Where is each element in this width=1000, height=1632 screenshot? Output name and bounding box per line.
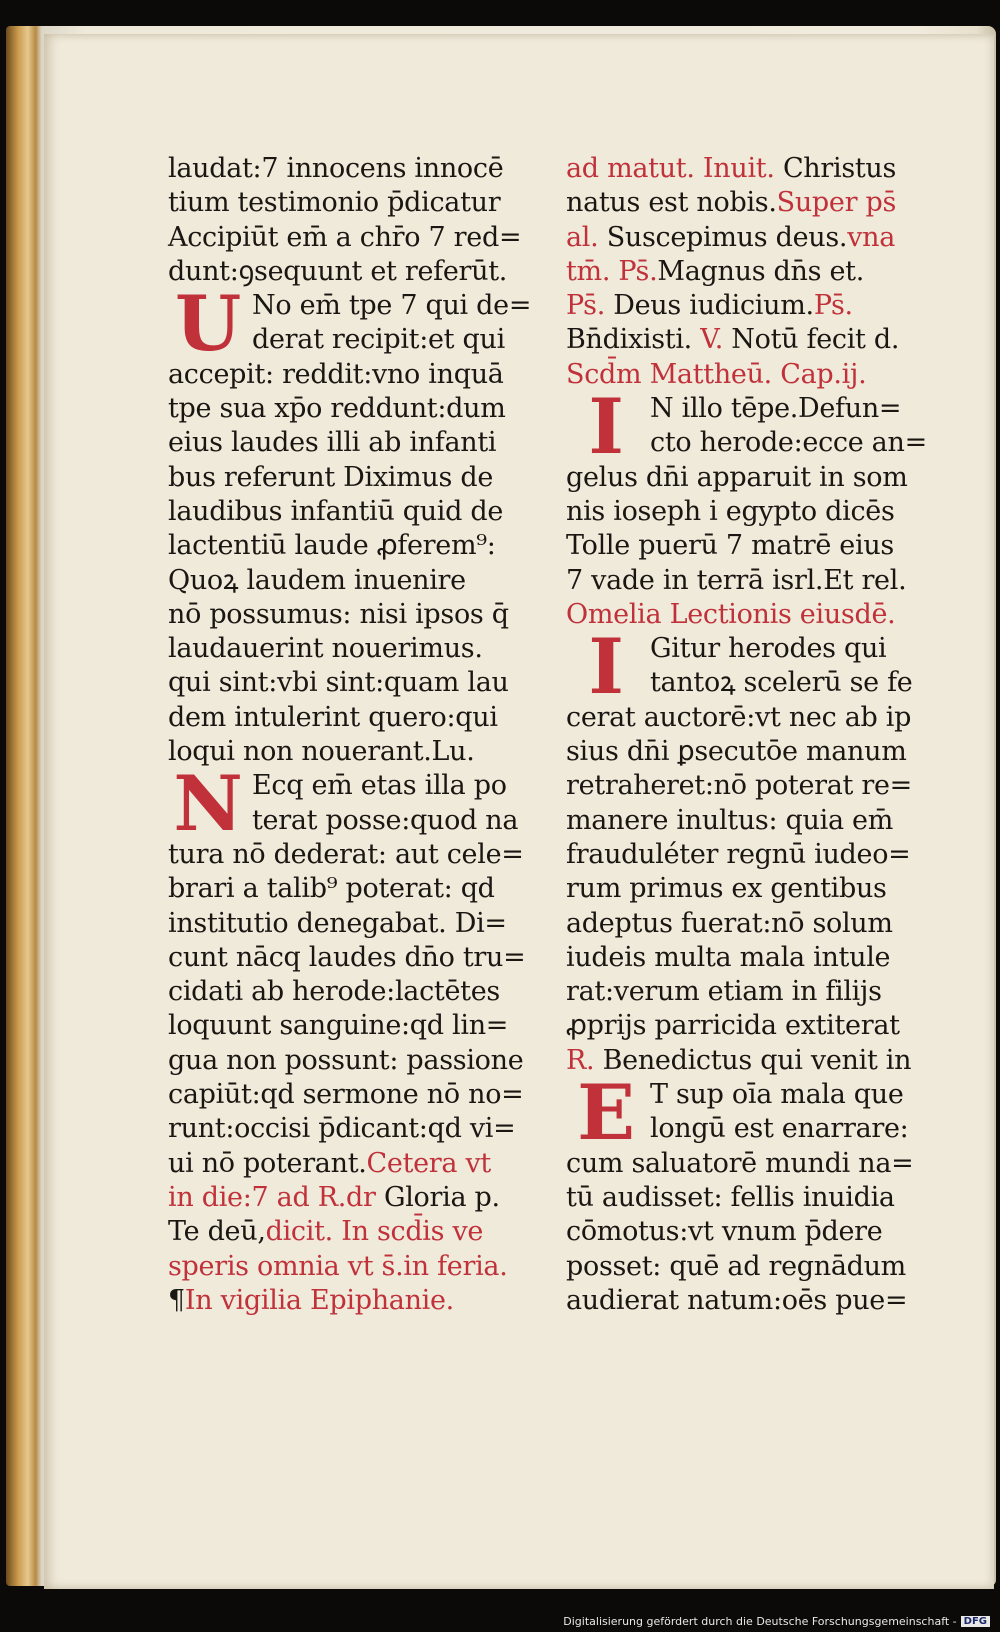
rubric-text: V. xyxy=(700,324,723,356)
initial-block xyxy=(566,1068,950,1158)
digitization-credit xyxy=(563,1615,990,1628)
rubric-text: ad matut. Inuit. xyxy=(566,153,775,184)
rubric-text: tm̄. Ps̄. xyxy=(566,255,658,287)
text-line: tium testimonio p̄dicatur xyxy=(168,187,501,219)
text-line: Ecq em̄ etas illa po xyxy=(252,770,507,802)
text-line-mixed xyxy=(566,1044,950,1078)
text-line: tantoꝝ scelerū se fe xyxy=(650,667,913,699)
text-line: No em̄ tpe 7 qui de= xyxy=(252,290,532,322)
text-line: sius dn̄i ꝑsecutōe manum xyxy=(566,736,907,768)
text-line: eius laudes illi ab infanti xyxy=(168,427,497,459)
text-line: bus referunt Diximus de xyxy=(168,461,494,493)
text-line: adeptus fuerat:nō solum xyxy=(566,907,893,939)
rubric-text: al. xyxy=(566,221,599,253)
text-line: institutio denegabat. Di= xyxy=(168,907,507,939)
rubric-text: dicit. In scd̄is ve xyxy=(265,1216,484,1248)
text-black: Deus iudicium. xyxy=(613,290,814,322)
text-line: qui sint:vbi sint:quam lau xyxy=(168,667,509,699)
text-line: derat recipit:et qui xyxy=(252,324,505,356)
rubric-text: Cetera vt xyxy=(366,1147,491,1179)
text-line: runt:occisi p̄dicant:qd vi= xyxy=(168,1113,516,1145)
text-line-mixed xyxy=(566,152,950,186)
text-line-mixed xyxy=(168,1215,546,1249)
text-line: laudauerint nouerimus. xyxy=(168,633,483,665)
text-line: loqui non nouerant.Lu. xyxy=(168,736,475,768)
red-initial: I xyxy=(588,382,624,472)
left-column xyxy=(168,152,546,1318)
text-line: posset: quē ad regnādum xyxy=(566,1250,906,1282)
text-line: tū audisset: fellis inuidia xyxy=(566,1181,895,1213)
dfg-logo: DFG xyxy=(961,1616,990,1627)
rubric-text: Super ps̄ xyxy=(776,187,897,219)
text-line-mixed xyxy=(566,221,950,255)
rubric-line: Omelia Lectionis eiusdē. xyxy=(566,598,896,630)
text-black: Notū fecit d. xyxy=(731,324,900,356)
text-line: gelus dn̄i apparuit in som xyxy=(566,461,908,493)
initial-block xyxy=(168,759,546,849)
text-line: Quoꝝ laudem inuenire xyxy=(168,564,466,596)
text-line: terat posse:quod na xyxy=(252,804,519,836)
text-line: Tolle puerū 7 matrē eius xyxy=(566,530,894,562)
text-line-mixed xyxy=(168,1181,546,1215)
text-line-mixed xyxy=(566,255,950,289)
text-black: Christus xyxy=(782,153,897,184)
initial-block xyxy=(566,622,950,712)
text-line: frauduléter regnū iudeo= xyxy=(566,838,911,870)
text-line: cto herode:ecce an= xyxy=(650,427,927,459)
rubric-text: in die:7 ad R.dr xyxy=(168,1181,376,1213)
text-line: dunt:ꝯsequunt et referūt. xyxy=(168,255,508,287)
text-line: ꝓprijs parricida extiterat xyxy=(566,1010,900,1042)
text-line: brari a talib⁹ poterat: qd xyxy=(168,873,495,905)
paragraph-mark: ¶ xyxy=(168,1284,185,1316)
rubric-text: R. xyxy=(566,1044,595,1076)
text-line: audierat natum:oēs pue= xyxy=(566,1284,908,1316)
text-line: Accipiūt em̄ a chr̄o 7 red= xyxy=(168,221,522,253)
text-line: accepit: reddit:vno inquā xyxy=(168,358,504,390)
text-line: lactentiū laude ꝓferem⁹: xyxy=(168,530,496,562)
text-black: ui nō poterant. xyxy=(168,1147,367,1179)
text-line: loquunt sanguine:qd lin= xyxy=(168,1010,509,1042)
text-line: dem intulerint quero:qui xyxy=(168,701,498,733)
text-line: manere inultus: quia em̄ xyxy=(566,804,894,836)
text-black: Magnus dn̄s et. xyxy=(657,255,864,287)
text-line: rum primus ex gentibus xyxy=(566,873,887,905)
rubric-text: vna xyxy=(847,221,896,253)
text-line: cum saluatorē mundi na= xyxy=(566,1147,914,1179)
text-line: nō possumus: nisi ipsos q̄ xyxy=(168,598,509,630)
text-line: T sup oīa mala que xyxy=(650,1079,904,1111)
text-black: Bn̄dixisti. xyxy=(566,324,692,356)
text-line: capiūt:qd sermone nō no= xyxy=(168,1079,524,1111)
text-line: laudat:7 innocens innocē xyxy=(168,153,504,184)
initial-block xyxy=(566,382,950,472)
red-initial: I xyxy=(588,622,624,712)
credit-text: Digitalisierung gefördert durch die Deutsche Forschungsgemeinschaft - xyxy=(563,1615,957,1628)
text-black: Gloria p. xyxy=(383,1181,500,1213)
rubric-line: Scd̄m Mattheū. Cap.ij. xyxy=(566,358,867,390)
text-line-mixed xyxy=(566,323,950,357)
text-line: tura nō dederat: aut cele= xyxy=(168,838,524,870)
text-line: nis ioseph i egypto dicēs xyxy=(566,495,895,527)
red-initial: E xyxy=(577,1068,635,1158)
text-line: cōmotus:vt vnum p̄dere xyxy=(566,1216,883,1248)
red-initial: N xyxy=(173,759,243,849)
text-line: rat:verum etiam in filijs xyxy=(566,976,882,1008)
text-line: longū est enarrare: xyxy=(650,1113,909,1145)
text-black: Suscepimus deus. xyxy=(606,221,848,253)
red-initial: U xyxy=(175,279,241,369)
rubric-line: speris omnia vt s̄.in feria. xyxy=(168,1250,508,1282)
rubric-text: Ps̄. xyxy=(813,290,853,322)
text-line-mixed xyxy=(566,289,950,323)
initial-block xyxy=(168,279,546,369)
text-line: retraheret:nō poterat re= xyxy=(566,770,912,802)
text-line: tpe sua xp̄o reddunt:dum xyxy=(168,393,506,425)
rubric-text: In vigilia Epiphanie. xyxy=(184,1284,454,1316)
text-line: Gitur herodes qui xyxy=(650,633,887,665)
text-black: natus est nobis. xyxy=(566,187,777,219)
rubric-text: Ps̄. xyxy=(566,290,605,322)
text-line-mixed xyxy=(566,186,950,220)
text-line: cerat auctorē:vt nec ab ip xyxy=(566,701,912,733)
text-line: iudeis multa mala intule xyxy=(566,941,891,973)
text-line: cunt nācq laudes dn̄o tru= xyxy=(168,941,526,973)
text-black: Benedictus qui venit in xyxy=(602,1044,912,1076)
text-line: 7 vade in terrā isrl.Et rel. xyxy=(566,564,907,596)
text-line-mixed xyxy=(168,1147,546,1181)
text-line: N illo tēpe.Defun= xyxy=(650,393,902,425)
text-line: laudibus infantiū quid de xyxy=(168,495,504,527)
text-line: cidati ab herode:lactētes xyxy=(168,976,500,1008)
text-black: Te deū, xyxy=(168,1216,266,1248)
text-line-mixed xyxy=(168,1284,546,1318)
right-column xyxy=(566,152,950,1318)
text-line: gua non possunt: passione xyxy=(168,1044,524,1076)
